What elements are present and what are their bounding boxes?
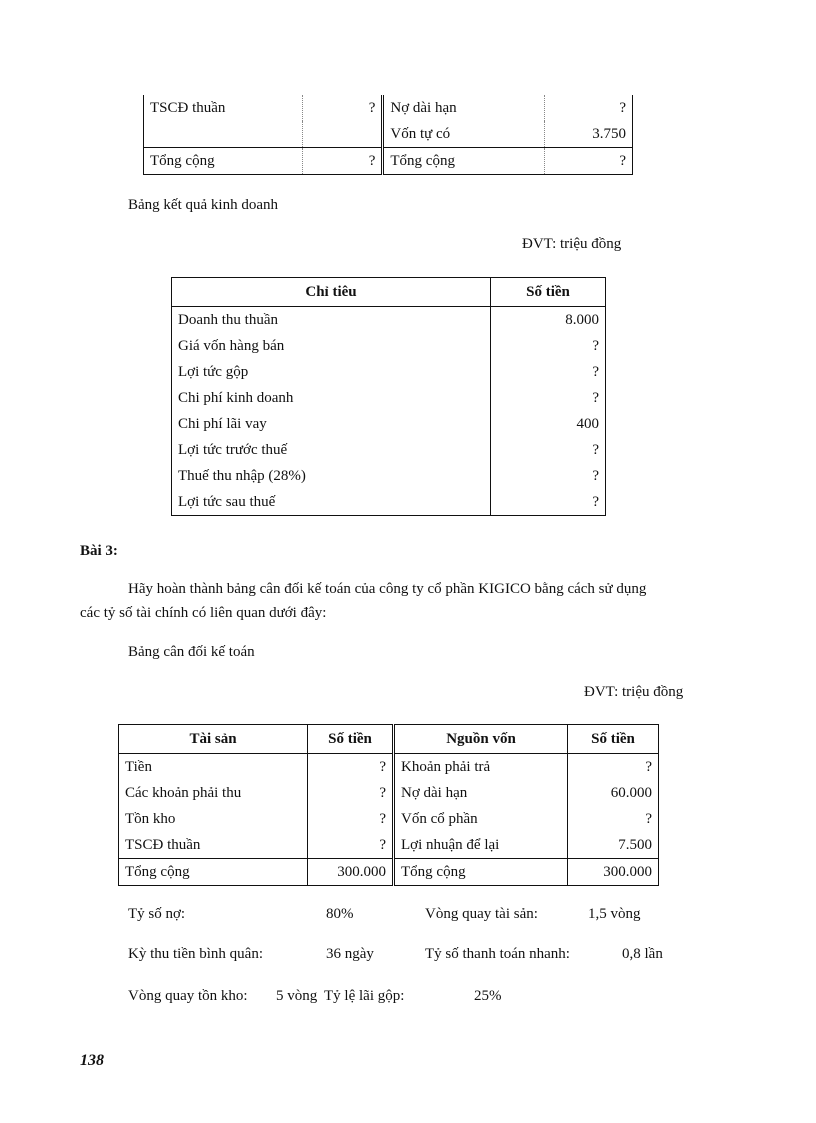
cell-value: ?: [592, 363, 599, 380]
top-balance-table: [143, 95, 633, 175]
cell-label: TSCĐ thuần: [144, 95, 303, 121]
exercise-text-line1: Hãy hoàn thành bảng cân đối kế toán của công ty cổ phần KIGICO bằng cách sử dụng: [128, 581, 647, 597]
cell-value: ?: [592, 493, 599, 510]
cell-value: ?: [645, 758, 652, 775]
cell-label: Lợi tức sau thuế: [172, 489, 491, 516]
balance-unit: ĐVT: triệu đồng: [584, 684, 684, 700]
table-row: [119, 806, 659, 832]
table-row: [119, 832, 659, 859]
cell-value: ?: [592, 467, 599, 484]
exercise-title: Bài 3:: [80, 543, 118, 559]
cell-value: ?: [303, 148, 383, 175]
cell-label: Giá vốn hàng bán: [172, 333, 491, 359]
cell-label: Chi phí lãi vay: [172, 411, 491, 437]
column-header: Tài sản: [119, 725, 308, 754]
income-caption: Bảng kết quả kinh doanh: [128, 197, 278, 213]
cell-value: 300.000: [308, 859, 394, 886]
cell-value: 3.750: [545, 121, 633, 148]
cell-label: Các khoản phải thu: [119, 780, 308, 806]
cell-value: 7.500: [618, 836, 652, 853]
cell-value: 400: [576, 415, 599, 432]
table-row: [172, 307, 606, 334]
page-number: 138: [80, 1052, 104, 1069]
collection-period-label: Kỳ thu tiền bình quân:: [128, 946, 263, 962]
cell-value: 300.000: [568, 859, 659, 886]
table-row: [172, 411, 606, 437]
cell-value: ?: [308, 806, 394, 832]
table-row: [119, 780, 659, 806]
gross-margin-value: 25%: [474, 988, 502, 1004]
table-header-row: [172, 278, 606, 307]
cell-label: Tồn kho: [119, 806, 308, 832]
cell-label: Nợ dài hạn: [390, 99, 457, 116]
cell-label: Chi phí kinh doanh: [172, 385, 491, 411]
debt-ratio-value: 80%: [326, 906, 354, 922]
table-row: [144, 121, 633, 148]
debt-ratio-label: Tỷ số nợ:: [128, 906, 186, 922]
exercise-text-line2: các tỷ số tài chính có liên quan dưới đây:: [80, 605, 327, 621]
cell-label: TSCĐ thuần: [119, 832, 308, 859]
cell-label: Nợ dài hạn: [394, 780, 568, 806]
cell-label: [144, 121, 303, 148]
table-row: [172, 333, 606, 359]
asset-turnover-label: Vòng quay tài sản:: [425, 906, 538, 922]
balance-caption: Bảng cân đối kế toán: [128, 644, 255, 660]
cell-label: Tiền: [119, 754, 308, 781]
cell-label: Vốn cổ phần: [394, 806, 568, 832]
cell-value: ?: [592, 441, 599, 458]
column-header: Nguồn vốn: [394, 725, 568, 754]
table-row: [172, 385, 606, 411]
cell-label: Vốn tự có: [390, 125, 451, 142]
table-header-row: [119, 725, 659, 754]
inventory-turnover-value: 5 vòng: [276, 988, 318, 1004]
quick-ratio-value: 0,8 lần: [622, 946, 663, 962]
cell-label: Lợi tức gộp: [172, 359, 491, 385]
cell-label: Lợi nhuận để lại: [394, 832, 568, 859]
table-total-row: [119, 859, 659, 886]
asset-turnover-value: 1,5 vòng: [588, 906, 641, 922]
cell-label: Thuế thu nhập (28%): [172, 463, 491, 489]
inventory-turnover-label: Vòng quay tồn kho:: [128, 988, 248, 1004]
cell-label: Lợi tức trước thuế: [172, 437, 491, 463]
table-total-row: [144, 148, 633, 175]
income-table: [171, 277, 606, 516]
cell-value: ?: [545, 148, 633, 175]
collection-period-value: 36 ngày: [326, 946, 374, 962]
column-header: Số tiền: [308, 725, 394, 754]
table-row: [172, 463, 606, 489]
cell-value: ?: [308, 754, 394, 781]
cell-value: ?: [308, 780, 394, 806]
gross-margin-label: Tỷ lệ lãi gộp:: [324, 988, 405, 1004]
cell-value: ?: [308, 832, 394, 859]
column-header: Chỉ tiêu: [172, 278, 491, 307]
cell-value: ?: [303, 95, 383, 121]
cell-label: Tổng cộng: [394, 859, 568, 886]
cell-value: 60.000: [610, 784, 652, 801]
column-header: Số tiền: [568, 725, 659, 754]
column-header: Số tiền: [491, 278, 606, 307]
cell-value: 8.000: [565, 311, 599, 328]
table-row: [172, 359, 606, 385]
cell-value: ?: [645, 810, 652, 827]
cell-label: Tổng cộng: [119, 859, 308, 886]
balance-table: [118, 724, 659, 886]
table-row: [144, 95, 633, 121]
quick-ratio-label: Tỷ số thanh toán nhanh:: [425, 946, 570, 962]
cell-value: ?: [592, 337, 599, 354]
income-unit: ĐVT: triệu đồng: [522, 236, 622, 252]
cell-label: Tổng cộng: [144, 148, 303, 175]
cell-value: ?: [545, 95, 633, 121]
cell-label: Doanh thu thuần: [172, 307, 491, 334]
table-row: [119, 754, 659, 781]
cell-value: [303, 121, 383, 148]
table-row: [172, 437, 606, 463]
table-row: [172, 489, 606, 516]
cell-label: Khoản phải trả: [394, 754, 568, 781]
cell-label: Tổng cộng: [383, 148, 545, 175]
cell-value: ?: [592, 389, 599, 406]
